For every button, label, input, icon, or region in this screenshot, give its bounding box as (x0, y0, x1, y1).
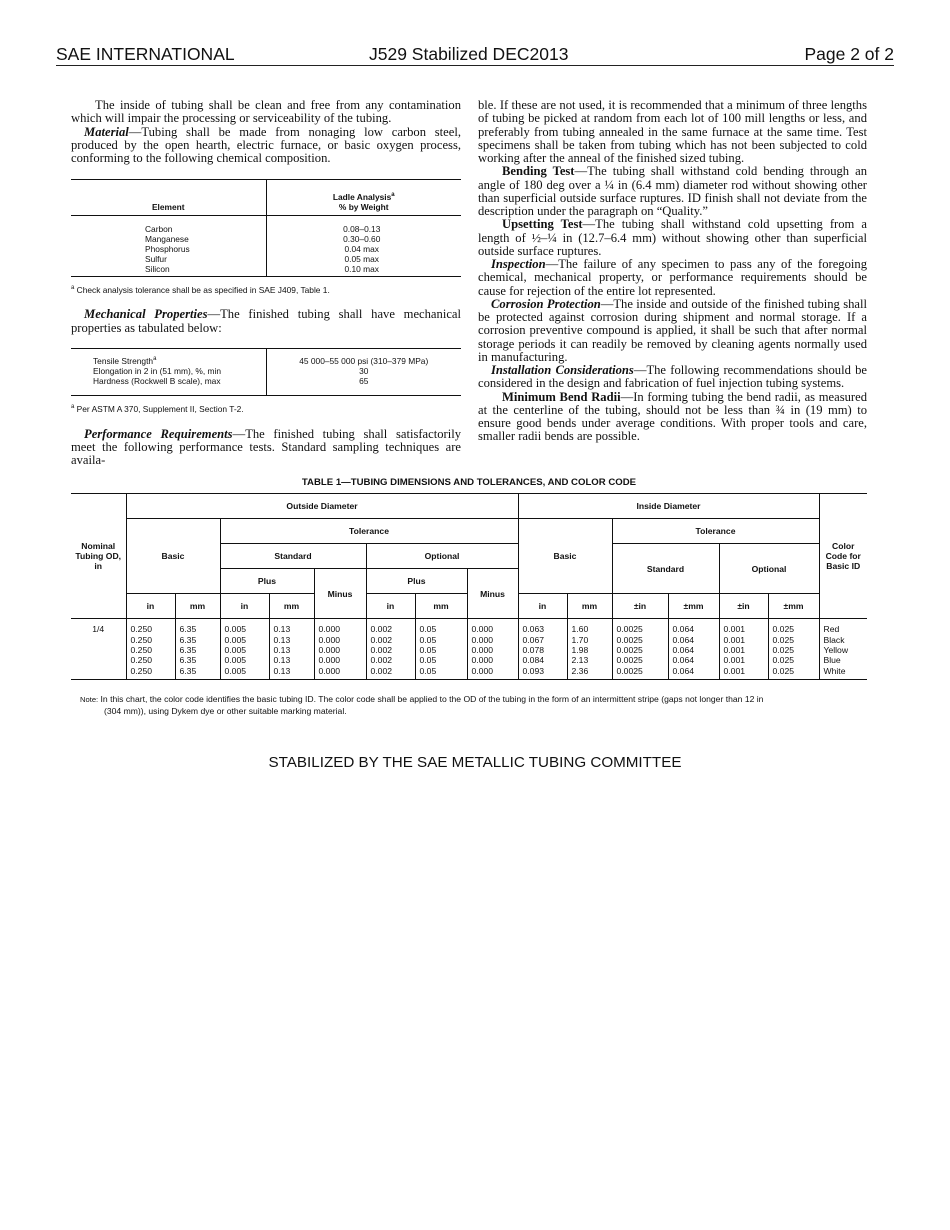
cell-io-mm: 0.025 (768, 645, 819, 655)
chem-element: Sulfur (71, 254, 266, 264)
corrosion-text: —The inside and outside of the finished tubing shall be protected against corrosion during shipment and normal storage. If a corrosion preventive compound is applied, it shall be such that after normal storage periods it can readily be removed by cleaning agents normally used in manufacturing. (478, 296, 867, 364)
chem-header-sup: a (391, 192, 395, 199)
cell-id-mm: 1.60 (567, 619, 612, 635)
performance-text: —The finished tubing shall satisfactorily meet the following performance tests. Standard sampling techniques are availa- (71, 426, 462, 468)
col-outside-diameter: Outside Diameter (126, 494, 518, 519)
mechanical-text: —The finished tubing shall have mechanical properties as tabulated below: (71, 307, 461, 335)
cell-is-in: 0.0025 (612, 666, 668, 680)
tubing-dimensions-table (71, 493, 867, 680)
table-row (71, 655, 867, 665)
chem-header-element: Element (71, 180, 266, 216)
unit-mm: mm (175, 594, 220, 619)
mech-property: Elongation in 2 in (51 mm), %, min (71, 366, 266, 376)
col-id-optional: Optional (719, 544, 819, 594)
cell-op-in: 0.002 (366, 655, 415, 665)
cell-s-minus: 0.000 (314, 635, 366, 645)
table-row (71, 234, 461, 244)
cell-is-in: 0.0025 (612, 635, 668, 645)
mech-property (71, 348, 266, 366)
installation-label: Installation Considerations (491, 363, 634, 377)
unit-mm: mm (269, 594, 314, 619)
table-row (71, 645, 867, 655)
mech-property-sup: a (153, 355, 157, 362)
upsetting-text: —The tubing shall withstand cold upsetting from a length of ½–¼ in (12.7–6.4 mm) without showing other than superficial outside surface ruptures. (478, 217, 867, 258)
material-paragraph (71, 126, 461, 166)
cell-sp-mm: 0.13 (269, 645, 314, 655)
mech-footnote-text: Per ASTM A 370, Supplement II, Section T-2. (76, 403, 244, 414)
cell-sp-in: 0.005 (220, 655, 269, 665)
cell-id-in: 0.078 (518, 645, 567, 655)
mech-value: 30 (359, 365, 369, 376)
mech-footnote-mark: a (71, 403, 75, 410)
page-header (56, 44, 894, 66)
upsetting-paragraph (478, 218, 867, 258)
cell-id-mm: 2.36 (567, 666, 612, 680)
cell-od-in: 0.250 (126, 645, 175, 655)
col-od-standard-minus: Minus (314, 569, 366, 619)
cell-is-mm: 0.064 (668, 666, 719, 680)
bend-radii-label: Minimum Bend Radii (502, 389, 621, 404)
inspection-label: Inspection (491, 257, 546, 271)
cell-s-minus: 0.000 (314, 666, 366, 680)
col-od-optional-minus: Minus (467, 569, 518, 619)
cell-nom (71, 645, 126, 655)
header-org: SAE INTERNATIONAL (56, 44, 235, 64)
cell-io-mm: 0.025 (768, 635, 819, 645)
cell-sp-mm: 0.13 (269, 635, 314, 645)
cell-o-minus: 0.000 (467, 666, 518, 680)
mechanical-properties-table (71, 348, 461, 396)
cell-o-minus: 0.000 (467, 645, 518, 655)
cell-nom: 1/4 (71, 619, 126, 635)
cell-io-in: 0.001 (719, 666, 768, 680)
left-column (71, 99, 461, 468)
note-label: Note: (80, 695, 99, 704)
chemical-composition-table (71, 179, 461, 277)
cell-is-in: 0.0025 (612, 619, 668, 635)
table1-note (80, 694, 867, 716)
chem-header-analysis (266, 180, 461, 216)
cell-op-mm: 0.05 (415, 635, 467, 645)
cell-color: Blue (819, 655, 867, 665)
cell-nom (71, 666, 126, 680)
cell-od-mm: 6.35 (175, 655, 220, 665)
cell-sp-in: 0.005 (220, 645, 269, 655)
mech-value: 65 (359, 375, 369, 386)
header-doc-id: J529 Stabilized DEC2013 (369, 44, 569, 64)
cell-s-minus: 0.000 (314, 655, 366, 665)
cell-sp-in: 0.005 (220, 635, 269, 645)
cell-od-mm: 6.35 (175, 619, 220, 635)
table-row (71, 254, 461, 264)
table-row (71, 348, 461, 366)
chem-header-analysis-line1: Ladle Analysis (332, 192, 392, 203)
table-row (71, 619, 867, 635)
chem-value: 0.10 max (344, 264, 379, 275)
right-column (478, 99, 867, 444)
cell-id-mm: 1.70 (567, 635, 612, 645)
bending-text: —The tubing shall withstand cold bending through an angle of 180 deg over a ¼ in (6.4 mm) diameter rod without showing other than superficial outside surface ruptures. ID finish shall not deviate from the description under the paragraph on “Quality.” (478, 164, 867, 218)
performance-paragraph (71, 428, 461, 468)
cell-od-mm: 6.35 (175, 666, 220, 680)
mechanical-paragraph (71, 308, 461, 335)
cell-op-mm: 0.05 (415, 666, 467, 680)
cell-sp-in: 0.005 (220, 666, 269, 680)
cell-nom (71, 655, 126, 665)
unit-pm-in: ±in (612, 594, 668, 619)
performance-label: Performance Requirements (84, 426, 233, 441)
cell-o-minus: 0.000 (467, 619, 518, 635)
cell-od-in: 0.250 (126, 619, 175, 635)
installation-paragraph (478, 364, 867, 391)
bend-radii-text: —In forming tubing the bend radii, as measured at the centerline of the tubing, should not be less than ¾ in (19 mm) to ensure good bends under average conditions. With proper tools and care, smaller radii bends are possible. (478, 389, 868, 444)
chem-footnote (71, 285, 461, 295)
chem-value: 0.05 max (344, 254, 379, 265)
cell-id-in: 0.093 (518, 666, 567, 680)
chem-element: Silicon (71, 264, 266, 277)
sampling-paragraph: ble. If these are not used, it is recommended that a minimum of three lengths of tubing be picked at random from each lot of 100 mill lengths or less, and preferably from tubing annealed in the same furnace at the same time. Test specimens shall be taken from tubing which has not been subjected to cold working after the anneal of the finished sized tubing. (478, 98, 867, 165)
chem-element: Phosphorus (71, 244, 266, 254)
unit-pm-mm: ±mm (768, 594, 819, 619)
mech-value: 45 000–55 000 psi (310–379 MPa) (299, 355, 429, 366)
bending-label: Bending Test (502, 164, 575, 179)
col-id-tolerance: Tolerance (612, 519, 819, 544)
note-line-2: (304 mm)), using Dykem dye or other suitable marking material. (104, 705, 347, 716)
unit-pm-mm: ±mm (668, 594, 719, 619)
cell-op-mm: 0.05 (415, 655, 467, 665)
cell-io-mm: 0.025 (768, 666, 819, 680)
unit-pm-in: ±in (719, 594, 768, 619)
col-od-optional: Optional (366, 544, 518, 569)
cell-sp-in: 0.005 (220, 619, 269, 635)
header-page-number: Page 2 of 2 (804, 44, 894, 64)
unit-in: in (366, 594, 415, 619)
cell-od-in: 0.250 (126, 666, 175, 680)
cell-sp-mm: 0.13 (269, 655, 314, 665)
note-line-1: In this chart, the color code identifies the basic tubing ID. The color code shall be applied to the OD of the tubing in the form of an intermittent stripe (gaps not longer than 12 in (100, 694, 764, 704)
unit-in: in (220, 594, 269, 619)
mech-footnote (71, 404, 461, 414)
cell-o-minus: 0.000 (467, 635, 518, 645)
footer-stabilized: STABILIZED BY THE SAE METALLIC TUBING COMMITTEE (268, 754, 682, 771)
bend-radii-paragraph (478, 391, 867, 444)
cell-id-in: 0.084 (518, 655, 567, 665)
cell-is-in: 0.0025 (612, 645, 668, 655)
cell-op-in: 0.002 (366, 645, 415, 655)
table-row (71, 216, 461, 235)
cell-is-mm: 0.064 (668, 635, 719, 645)
cell-io-in: 0.001 (719, 619, 768, 635)
table-row (71, 366, 461, 376)
table-row (71, 244, 461, 254)
cell-io-mm: 0.025 (768, 619, 819, 635)
inspection-paragraph (478, 258, 867, 298)
unit-mm: mm (415, 594, 467, 619)
cell-op-in: 0.002 (366, 619, 415, 635)
cell-s-minus: 0.000 (314, 619, 366, 635)
cell-io-in: 0.001 (719, 645, 768, 655)
chem-footnote-text: Check analysis tolerance shall be as specified in SAE J409, Table 1. (76, 285, 330, 296)
col-od-tolerance: Tolerance (220, 519, 518, 544)
col-od-basic: Basic (126, 519, 220, 594)
table-row (71, 666, 867, 680)
cell-sp-mm: 0.13 (269, 666, 314, 680)
mech-property: Hardness (Rockwell B scale), max (71, 376, 266, 396)
cell-sp-mm: 0.13 (269, 619, 314, 635)
cell-color: Yellow (819, 645, 867, 655)
cell-id-in: 0.067 (518, 635, 567, 645)
cell-o-minus: 0.000 (467, 655, 518, 665)
cell-od-mm: 6.35 (175, 645, 220, 655)
col-od-optional-plus: Plus (366, 569, 467, 594)
col-inside-diameter: Inside Diameter (518, 494, 819, 519)
cell-od-in: 0.250 (126, 635, 175, 645)
unit-in: in (518, 594, 567, 619)
chem-value: 0.30–0.60 (343, 234, 381, 245)
cell-op-mm: 0.05 (415, 619, 467, 635)
cell-io-mm: 0.025 (768, 655, 819, 665)
cell-color: White (819, 666, 867, 680)
cell-is-mm: 0.064 (668, 619, 719, 635)
col-nominal-od: Nominal Tubing OD, in (71, 494, 126, 619)
cell-is-mm: 0.064 (668, 655, 719, 665)
cell-io-in: 0.001 (719, 635, 768, 645)
cell-is-in: 0.0025 (612, 655, 668, 665)
mech-property-text: Tensile Strength (93, 355, 154, 366)
cell-color: Black (819, 635, 867, 645)
cell-od-mm: 6.35 (175, 635, 220, 645)
table-row (71, 264, 461, 277)
cell-io-in: 0.001 (719, 655, 768, 665)
table-row (71, 376, 461, 396)
col-od-standard: Standard (220, 544, 366, 569)
cell-op-mm: 0.05 (415, 645, 467, 655)
cell-op-in: 0.002 (366, 635, 415, 645)
installation-text: —The following recommendations should be considered in the design and fabrication of fuel injection tubing systems. (478, 363, 867, 391)
unit-in: in (126, 594, 175, 619)
corrosion-label: Corrosion Protection (491, 296, 601, 311)
cell-id-mm: 1.98 (567, 645, 612, 655)
table1-title: TABLE 1—TUBING DIMENSIONS AND TOLERANCES, AND COLOR CODE (301, 477, 637, 488)
cell-op-in: 0.002 (366, 666, 415, 680)
cell-color: Red (819, 619, 867, 635)
col-id-basic: Basic (518, 519, 612, 594)
corrosion-paragraph (478, 298, 867, 364)
cell-nom (71, 635, 126, 645)
material-text: —Tubing shall be made from nonaging low carbon steel, produced by the open hearth, electric furnace, or basic oxygen process, conforming to the following chemical composition. (71, 124, 461, 165)
col-od-standard-plus: Plus (220, 569, 314, 594)
inspection-text: —The failure of any specimen to pass any of the foregoing chemical, mechanical property, or performance requirements should be cause for rejection of the entire lot represented. (478, 257, 867, 298)
cell-s-minus: 0.000 (314, 645, 366, 655)
cell-id-in: 0.063 (518, 619, 567, 635)
chem-header-analysis-line2: % by Weight (338, 202, 389, 213)
mechanical-label: Mechanical Properties (84, 307, 208, 322)
intro-paragraph: The inside of tubing shall be clean and free from any contamination which will impair the processing or serviceability of the tubing. (71, 98, 461, 126)
cell-is-mm: 0.064 (668, 645, 719, 655)
cell-id-mm: 2.13 (567, 655, 612, 665)
upsetting-label: Upsetting Test (502, 217, 583, 232)
bending-paragraph (478, 165, 867, 218)
col-id-standard: Standard (612, 544, 719, 594)
chem-element: Carbon (71, 216, 266, 235)
material-label: Material (84, 124, 129, 139)
table-row (71, 635, 867, 645)
chem-element: Manganese (71, 234, 266, 244)
cell-od-in: 0.250 (126, 655, 175, 665)
chem-footnote-mark: a (71, 285, 75, 292)
unit-mm: mm (567, 594, 612, 619)
chem-value: 0.08–0.13 (343, 224, 381, 235)
chem-value: 0.04 max (344, 244, 379, 255)
col-color-code: Color Code for Basic ID (819, 494, 867, 619)
